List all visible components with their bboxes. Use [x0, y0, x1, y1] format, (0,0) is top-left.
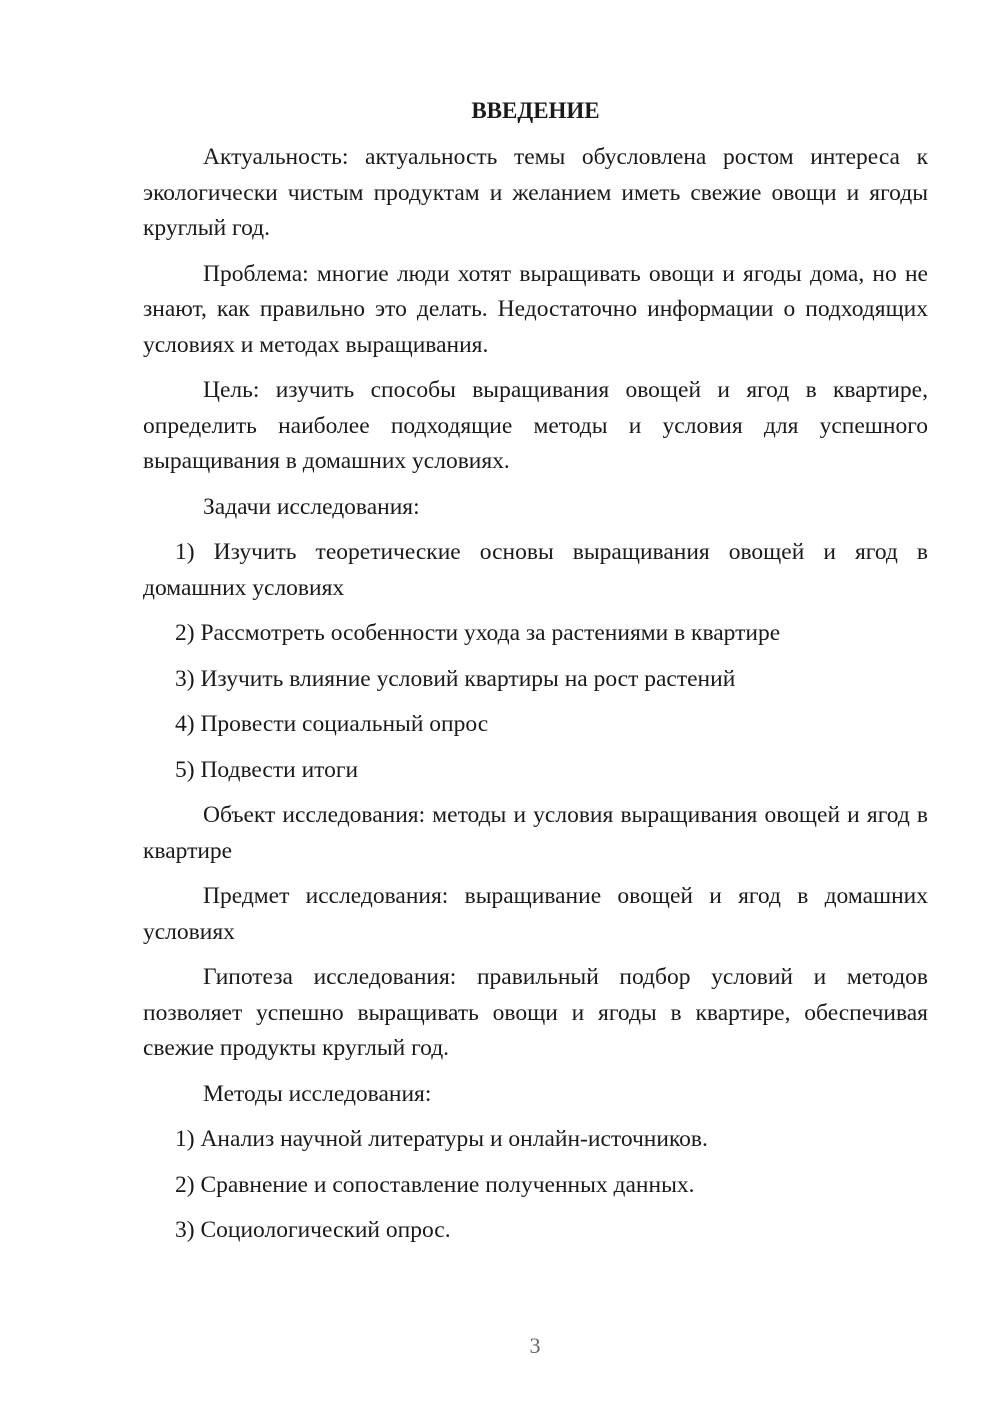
section-heading: ВВЕДЕНИЕ — [471, 98, 600, 123]
method-item-1: 1) Анализ научной литературы и онлайн-источников. — [175, 1126, 708, 1152]
object-paragraph: Объект исследования: методы и условия выращивания овощей и ягод в квартире — [143, 802, 928, 864]
method-item-3: 3) Социологический опрос. — [175, 1217, 451, 1243]
task-item-4: 4) Провести социальный опрос — [175, 711, 489, 737]
tasks-heading: Задачи исследования: — [203, 493, 420, 520]
method-item-2: 2) Сравнение и сопоставление полученных данных. — [175, 1171, 695, 1198]
subject-paragraph: Предмет исследования: выращивание овощей и ягод в домашних условиях — [143, 883, 928, 945]
hypothesis-paragraph: Гипотеза исследования: правильный подбор условий и методов позволяет успешно выращивать овощи и ягоды в квартире, обеспечивая свежие продукты круглый год. — [143, 964, 928, 1061]
goal-paragraph: Цель: изучить способы выращивания овощей и ягод в квартире, определить наиболее подходящие методы и условия для успешного выращивания в домашних условиях. — [143, 377, 928, 474]
relevance-paragraph: Актуальность: актуальность темы обусловлена ростом интереса к экологически чистым продуктам и желанием иметь свежие овощи и ягоды круглый год. — [143, 144, 928, 241]
task-item-2: 2) Рассмотреть особенности ухода за растениями в квартире — [175, 620, 781, 646]
page-number: 3 — [529, 1333, 541, 1358]
task-item-3: 3) Изучить влияние условий квартиры на рост растений — [175, 665, 736, 692]
problem-paragraph: Проблема: многие люди хотят выращивать овощи и ягоды дома, но не знают, как правильно это делать. Недостаточно информации о подходящих условиях и методах выращивания. — [143, 260, 928, 358]
task-item-1: 1) Изучить теоретические основы выращивания овощей и ягод в домашних условиях — [143, 539, 928, 601]
body-text — [143, 96, 928, 1259]
task-item-5: 5) Подвести итоги — [175, 756, 359, 783]
methods-heading: Методы исследования: — [203, 1080, 432, 1107]
